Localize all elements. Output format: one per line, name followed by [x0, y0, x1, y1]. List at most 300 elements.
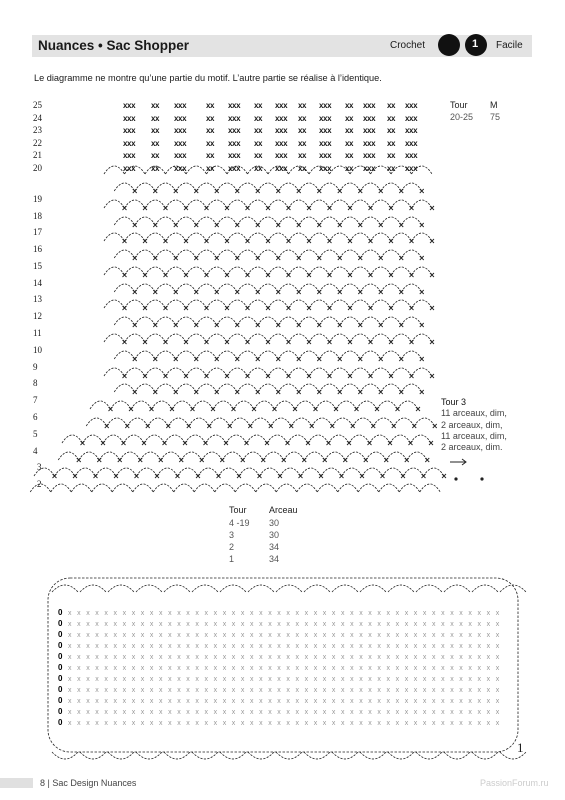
base-stitch-mark: x	[140, 621, 145, 628]
base-stitch-mark: x	[95, 698, 99, 705]
base-stitch-mark: x	[368, 709, 372, 716]
base-stitch-mark: x	[77, 632, 81, 639]
chain-arch	[319, 384, 340, 392]
chain-arch	[329, 435, 350, 443]
chain-arch	[75, 468, 96, 476]
chain-arch	[260, 468, 281, 476]
chain-arch	[217, 384, 238, 392]
base-loop	[220, 585, 246, 592]
base-stitch-mark: x	[213, 676, 218, 683]
base-stitch-mark: x	[95, 665, 99, 672]
base-loop	[52, 585, 78, 592]
base-stitch-mark: x	[368, 621, 372, 628]
chain-arch	[222, 452, 243, 460]
base-stitch-mark: x	[86, 643, 90, 650]
stitch-cell: xx	[151, 138, 160, 148]
base-stitch-mark: x	[113, 621, 117, 628]
base-stitch-mark: x	[231, 676, 236, 683]
base-stitch-mark: x	[149, 676, 154, 683]
chain-arch	[237, 384, 258, 392]
single-crochet-mark	[420, 390, 424, 394]
base-stitch-mark: x	[322, 698, 327, 705]
base-stitch-mark: x	[131, 698, 136, 705]
base-stitch-mark: x	[495, 698, 500, 705]
chain-arch	[145, 300, 166, 308]
stitch-cell: xxx	[228, 101, 241, 110]
base-stitch-mark: x	[195, 709, 199, 716]
base-stitch-mark: x	[322, 687, 327, 694]
base-stitch-mark: x	[195, 720, 199, 727]
base-stitch-mark: x	[204, 643, 208, 650]
chain-arch	[176, 217, 197, 225]
single-crochet-mark	[420, 323, 424, 327]
base-loop	[416, 585, 442, 592]
base-stitch-mark: x	[477, 709, 481, 716]
base-stitch-mark: x	[377, 621, 381, 628]
chain-start-mark: 0	[58, 696, 63, 705]
chain-arch	[412, 267, 433, 275]
chain-arch	[133, 484, 154, 492]
base-stitch-mark: x	[77, 621, 81, 628]
base-stitch-mark: x	[231, 709, 236, 716]
base-stitch-mark: x	[422, 654, 427, 661]
base-stitch-mark: x	[277, 632, 281, 639]
base-stitch-mark: x	[113, 643, 117, 650]
base-stitch-mark: x	[459, 632, 463, 639]
base-stitch-mark: x	[140, 643, 145, 650]
base-stitch-mark: x	[350, 676, 354, 683]
base-stitch-mark: x	[404, 643, 409, 650]
chain-arch	[350, 300, 371, 308]
base-stitch-mark: x	[295, 643, 299, 650]
chain-arch	[155, 284, 176, 292]
base-stitch-mark: x	[213, 610, 218, 617]
chain-arch	[342, 468, 363, 476]
base-stitch-mark: x	[186, 698, 190, 705]
base-stitch-mark: x	[268, 676, 272, 683]
base-stitch-mark: x	[359, 698, 363, 705]
base-stitch-mark: x	[277, 654, 281, 661]
base-stitch-mark: x	[177, 720, 181, 727]
base-stitch-mark: x	[377, 632, 381, 639]
base-stitch-mark: x	[286, 687, 290, 694]
base-stitch-mark: x	[131, 621, 136, 628]
single-crochet-mark	[430, 374, 434, 378]
base-stitch-mark: x	[168, 632, 172, 639]
base-stitch-mark: x	[222, 610, 227, 617]
base-stitch-mark: x	[313, 687, 318, 694]
chain-arch	[258, 384, 279, 392]
base-stitch-mark: x	[377, 654, 381, 661]
base-stitch-mark: x	[404, 698, 409, 705]
base-stitch-mark: x	[477, 621, 481, 628]
base-stitch-mark: x	[277, 720, 281, 727]
base-stitch-mark: x	[432, 676, 436, 683]
single-crochet-mark	[420, 189, 424, 193]
base-stitch-mark: x	[177, 709, 181, 716]
chain-arch	[248, 368, 269, 376]
base-stitch-mark: x	[432, 698, 436, 705]
base-stitch-mark: x	[304, 632, 309, 639]
base-stitch-mark: x	[131, 676, 136, 683]
chain-arch	[114, 217, 135, 225]
base-stitch-mark: x	[186, 687, 190, 694]
base-row-label: 1	[517, 740, 524, 755]
base-stitch-mark: x	[322, 654, 327, 661]
base-stitch-mark: x	[350, 720, 354, 727]
base-stitch-mark: x	[359, 643, 363, 650]
base-stitch-mark: x	[377, 709, 381, 716]
chain-arch	[412, 200, 433, 208]
diagram-note: Le diagramme ne montre qu’une partie du motif. L’autre partie se réalise à l’identique.	[34, 73, 382, 83]
base-stitch-mark: x	[68, 720, 72, 727]
base-stitch-mark: x	[386, 665, 390, 672]
single-crochet-mark	[420, 290, 424, 294]
base-stitch-mark: x	[268, 654, 272, 661]
chain-arch	[330, 200, 351, 208]
chain-arch	[155, 351, 176, 359]
base-stitch-mark: x	[450, 676, 454, 683]
stitch-cell: xxx	[174, 151, 187, 161]
single-crochet-mark	[430, 306, 434, 310]
base-stitch-mark: x	[432, 621, 436, 628]
base-stitch-mark: x	[122, 643, 127, 650]
base-stitch-mark: x	[450, 687, 454, 694]
chain-arch	[104, 267, 125, 275]
row-number: 8	[33, 378, 38, 388]
base-stitch-mark: x	[104, 720, 108, 727]
base-stitch-mark: x	[377, 676, 381, 683]
base-stitch-mark: x	[322, 709, 327, 716]
base-stitch-mark: x	[468, 676, 472, 683]
arceau-header-tour: Tour	[229, 505, 247, 515]
base-stitch-mark: x	[295, 720, 299, 727]
base-stitch-mark: x	[186, 720, 190, 727]
base-stitch-mark: x	[122, 698, 127, 705]
stitch-cell: xx	[345, 151, 354, 161]
base-stitch-mark: x	[313, 665, 318, 672]
base-stitch-mark: x	[441, 665, 445, 672]
base-stitch-mark: x	[322, 720, 327, 727]
base-stitch-mark: x	[359, 687, 363, 694]
base-stitch-mark: x	[286, 632, 290, 639]
stitch-cell: xxx	[174, 164, 187, 173]
chain-arch	[370, 435, 391, 443]
base-stitch-mark: x	[313, 654, 318, 661]
base-stitch-mark: x	[149, 610, 154, 617]
stitch-cell: xxx	[228, 164, 241, 173]
row-number: 23	[33, 125, 42, 136]
base-stitch-mark: x	[313, 610, 318, 617]
chain-arch	[401, 250, 422, 258]
base-stitch-mark: x	[131, 632, 136, 639]
chain-arch	[83, 435, 104, 443]
base-stitch-mark: x	[359, 610, 363, 617]
base-stitch-mark: x	[359, 720, 363, 727]
base-stitch-mark: x	[68, 654, 72, 661]
base-loop	[416, 752, 442, 759]
chain-arch	[390, 435, 411, 443]
single-crochet-mark	[430, 239, 434, 243]
base-stitch-mark: x	[86, 632, 90, 639]
base-stitch-mark: x	[413, 698, 418, 705]
stitch-cell: xx	[254, 126, 263, 136]
base-stitch-mark: x	[413, 720, 418, 727]
stitch-cell: xx	[151, 113, 160, 123]
base-stitch-mark: x	[104, 709, 108, 716]
base-stitch-mark: x	[222, 709, 227, 716]
chain-arch	[145, 233, 166, 241]
stitch-cell: xx	[387, 113, 396, 123]
base-stitch-mark: x	[268, 709, 272, 716]
base-stitch-mark: x	[441, 654, 445, 661]
stitch-cell: xx	[206, 101, 215, 110]
stitch-cell: xx	[206, 138, 215, 148]
chain-arch	[166, 334, 187, 342]
chain-arch	[112, 484, 133, 492]
base-stitch-mark: x	[95, 654, 99, 661]
base-stitch-mark: x	[277, 665, 281, 672]
chain-arch	[234, 401, 255, 409]
base-stitch-mark: x	[177, 632, 181, 639]
chain-arch	[227, 334, 248, 342]
chain-arch	[373, 418, 394, 426]
base-stitch-mark: x	[450, 654, 454, 661]
row-number: 9	[33, 362, 38, 372]
chain-arch	[381, 183, 402, 191]
chain-arch	[99, 452, 120, 460]
chain-arch	[71, 484, 92, 492]
base-stitch-mark: x	[395, 610, 400, 617]
base-stitch-mark: x	[386, 687, 390, 694]
base-stitch-mark: x	[213, 720, 218, 727]
base-stitch-mark: x	[432, 720, 436, 727]
base-stitch-mark: x	[195, 621, 199, 628]
base-stitch-mark: x	[331, 643, 336, 650]
base-stitch-mark: x	[368, 687, 372, 694]
base-stitch-mark: x	[277, 709, 281, 716]
base-stitch-mark: x	[140, 698, 145, 705]
chain-arch	[217, 183, 238, 191]
chain-arch	[125, 334, 146, 342]
base-stitch-mark: x	[168, 654, 172, 661]
base-stitch-mark: x	[295, 632, 299, 639]
base-outer-chain	[48, 578, 518, 752]
base-stitch-mark: x	[386, 654, 390, 661]
chain-arch	[258, 250, 279, 258]
chain-arch	[401, 284, 422, 292]
difficulty-label: Facile	[496, 40, 523, 51]
base-stitch-mark: x	[341, 621, 345, 628]
base-stitch-mark: x	[386, 632, 390, 639]
row-number: 17	[33, 227, 42, 237]
base-loop	[136, 585, 162, 592]
chain-start-mark: 0	[58, 663, 63, 672]
base-stitch-mark: x	[222, 654, 227, 661]
base-stitch-mark: x	[350, 632, 354, 639]
chain-arch	[176, 351, 197, 359]
chain-arch	[371, 300, 392, 308]
base-stitch-mark: x	[404, 709, 409, 716]
chain-arch	[145, 334, 166, 342]
stitch-cell: xx	[387, 126, 396, 136]
base-loop	[444, 585, 470, 592]
base-stitch-mark: x	[231, 643, 236, 650]
base-stitch-mark: x	[259, 610, 263, 617]
base-stitch-mark: x	[95, 610, 99, 617]
base-stitch-mark: x	[140, 654, 145, 661]
base-stitch-mark: x	[122, 709, 127, 716]
chain-arch	[125, 368, 146, 376]
base-stitch-mark: x	[231, 621, 236, 628]
base-stitch-mark: x	[86, 610, 90, 617]
chain-arch	[403, 468, 424, 476]
base-stitch-mark: x	[140, 610, 145, 617]
base-stitch-mark: x	[450, 643, 454, 650]
base-stitch-mark: x	[240, 621, 245, 628]
chain-arch	[114, 317, 135, 325]
chain-arch	[276, 484, 297, 492]
chain-arch	[111, 401, 132, 409]
base-stitch-mark: x	[350, 709, 354, 716]
category-label: Crochet	[390, 40, 426, 51]
base-stitch-mark: x	[413, 665, 418, 672]
chain-arch	[114, 384, 135, 392]
chain-arch	[186, 300, 207, 308]
chain-arch	[312, 418, 333, 426]
base-stitch-mark: x	[231, 687, 236, 694]
base-stitch-mark: x	[432, 687, 436, 694]
base-stitch-mark: x	[441, 643, 445, 650]
chain-arch	[299, 317, 320, 325]
base-loop	[360, 585, 386, 592]
base-stitch-mark: x	[140, 709, 145, 716]
base-stitch-mark: x	[177, 610, 181, 617]
base-stitch-mark: x	[495, 709, 500, 716]
base-stitch-mark: x	[195, 676, 199, 683]
base-stitch-mark: x	[177, 654, 181, 661]
base-stitch-mark: x	[341, 643, 345, 650]
base-stitch-mark: x	[68, 709, 72, 716]
base-stitch-mark: x	[104, 687, 108, 694]
base-stitch-mark: x	[459, 665, 463, 672]
base-stitch-mark: x	[486, 654, 491, 661]
chain-arch	[107, 418, 128, 426]
chain-arch	[360, 317, 381, 325]
chain-arch	[289, 334, 310, 342]
chain-arch	[299, 183, 320, 191]
chain-arch	[226, 435, 247, 443]
chain-arch	[186, 166, 207, 174]
base-stitch-mark: x	[77, 709, 81, 716]
stitch-cell: xxx	[275, 126, 288, 136]
chain-arch	[155, 217, 176, 225]
base-stitch-mark: x	[359, 676, 363, 683]
table-top-tour: 20-25	[450, 112, 474, 122]
base-loop	[276, 752, 302, 759]
stitch-cell: xx	[298, 101, 307, 110]
base-stitch-mark: x	[495, 610, 500, 617]
chain-arch	[135, 250, 156, 258]
base-stitch-mark: x	[149, 687, 154, 694]
chain-arch	[278, 250, 299, 258]
chain-arch	[92, 484, 113, 492]
chain-arch	[152, 401, 173, 409]
base-stitch-mark: x	[477, 632, 481, 639]
base-stitch-mark: x	[140, 720, 145, 727]
base-stitch-mark: x	[122, 665, 127, 672]
base-stitch-mark: x	[304, 665, 309, 672]
base-stitch-mark: x	[413, 709, 418, 716]
chain-arch	[263, 452, 284, 460]
chain-arch	[237, 183, 258, 191]
chain-arch	[137, 468, 158, 476]
row-number: 4	[33, 446, 38, 456]
base-stitch-mark: x	[250, 610, 254, 617]
base-stitch-mark: x	[486, 621, 491, 628]
base-stitch-mark: x	[231, 610, 236, 617]
base-stitch-mark: x	[268, 698, 272, 705]
base-stitch-mark: x	[304, 687, 309, 694]
base-stitch-mark: x	[432, 654, 436, 661]
chain-arch	[299, 384, 320, 392]
base-stitch-mark: x	[404, 621, 409, 628]
base-stitch-mark: x	[159, 621, 163, 628]
chain-arch	[215, 484, 236, 492]
base-stitch-mark: x	[368, 720, 372, 727]
base-loop	[192, 752, 218, 759]
base-stitch-mark: x	[341, 654, 345, 661]
base-stitch-mark: x	[204, 632, 208, 639]
chain-arch	[237, 217, 258, 225]
chain-arch	[144, 435, 165, 443]
chain-arch	[381, 250, 402, 258]
base-stitch-mark: x	[295, 665, 299, 672]
chain-arch	[401, 217, 422, 225]
base-stitch-mark: x	[159, 643, 163, 650]
base-stitch-mark: x	[95, 709, 99, 716]
base-stitch-mark: x	[122, 632, 127, 639]
base-stitch-mark: x	[413, 643, 418, 650]
base-stitch-mark: x	[495, 665, 500, 672]
base-stitch-mark: x	[68, 676, 72, 683]
direction-arrow-icon	[450, 459, 466, 465]
chain-arch	[309, 300, 330, 308]
base-stitch-mark: x	[413, 610, 418, 617]
chain-arch	[289, 267, 310, 275]
base-stitch-mark: x	[459, 643, 463, 650]
chain-arch	[254, 401, 275, 409]
chain-arch	[278, 217, 299, 225]
base-stitch-mark: x	[404, 665, 409, 672]
chain-arch	[114, 351, 135, 359]
base-stitch-mark: x	[422, 643, 427, 650]
base-stitch-mark: x	[386, 709, 390, 716]
chain-arch	[135, 217, 156, 225]
chain-arch	[114, 284, 135, 292]
stitch-cell: xxx	[405, 126, 418, 136]
chain-arch	[196, 384, 217, 392]
base-stitch-mark: x	[122, 621, 127, 628]
single-crochet-mark	[442, 474, 446, 478]
chain-arch	[325, 452, 346, 460]
chain-arch	[166, 233, 187, 241]
base-loop	[108, 752, 134, 759]
base-stitch-mark: x	[495, 676, 500, 683]
base-stitch-mark: x	[195, 643, 199, 650]
row-number: 15	[33, 261, 42, 271]
base-stitch-mark: x	[341, 709, 345, 716]
